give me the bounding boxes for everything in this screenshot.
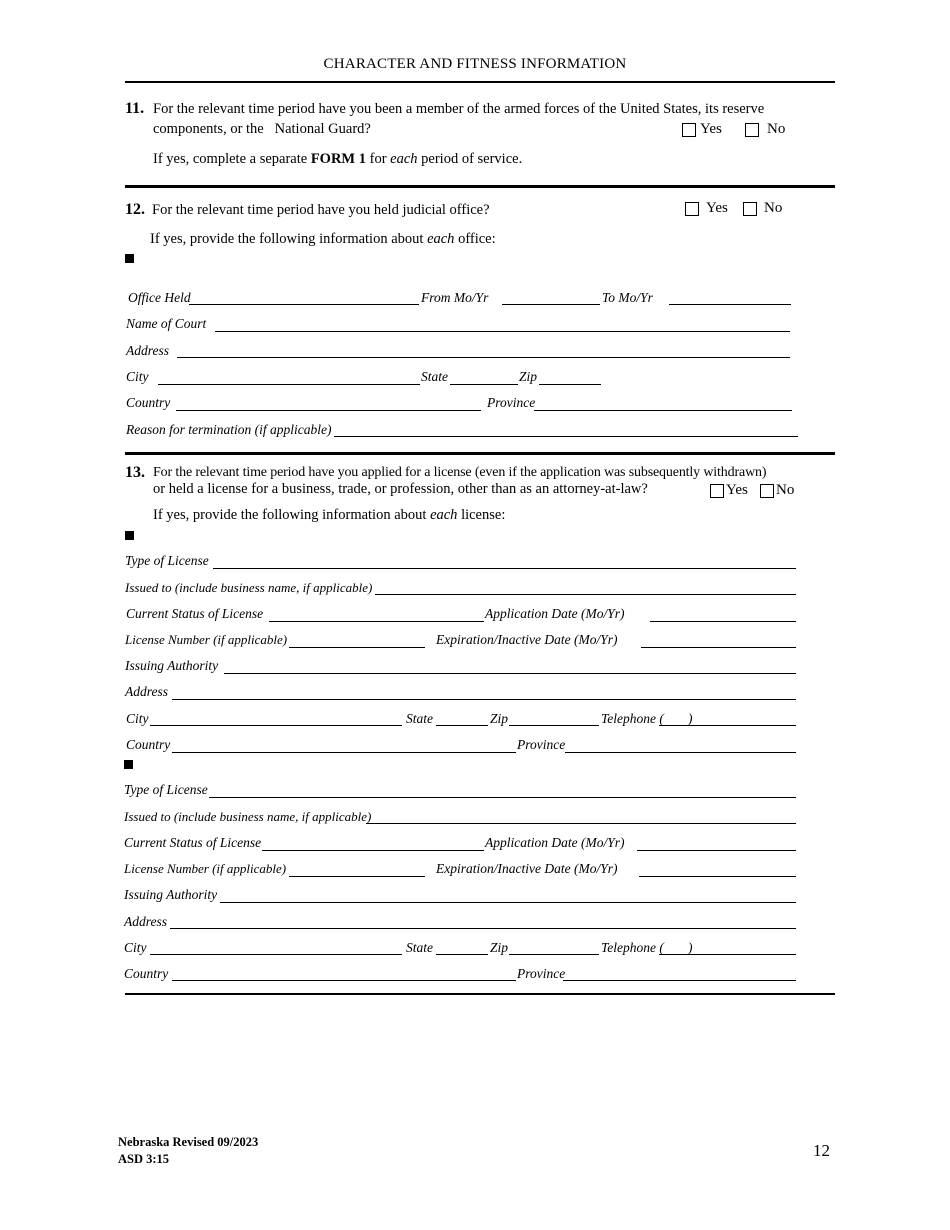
license-type-label: Type of License bbox=[125, 553, 209, 568]
q13-yes-option[interactable] bbox=[710, 482, 748, 499]
q11-yes-option[interactable] bbox=[682, 121, 722, 138]
license-telephone-field[interactable] bbox=[659, 954, 796, 955]
license-status-field[interactable] bbox=[262, 850, 484, 851]
license-zip-label: Zip bbox=[490, 711, 509, 726]
expiration-date-field[interactable] bbox=[639, 876, 796, 877]
court-name-field[interactable] bbox=[215, 331, 790, 332]
issued-to-field[interactable] bbox=[375, 594, 796, 595]
license-province-field[interactable] bbox=[565, 752, 796, 753]
q12-city-field[interactable] bbox=[158, 384, 420, 385]
license-country-field[interactable] bbox=[172, 752, 516, 753]
license-country-label: Country bbox=[126, 737, 171, 752]
divider bbox=[125, 993, 835, 995]
q12-no-option[interactable] bbox=[743, 200, 782, 217]
license-city-label: City bbox=[124, 940, 147, 955]
license-type-field[interactable] bbox=[213, 568, 796, 569]
q13-note-italic: each bbox=[430, 507, 458, 523]
license-number-field[interactable] bbox=[289, 647, 425, 648]
license-country-label: Country bbox=[124, 966, 169, 981]
q13-no-checkbox[interactable] bbox=[760, 484, 774, 498]
termination-reason-field[interactable] bbox=[334, 436, 798, 437]
q11-no-checkbox[interactable] bbox=[745, 123, 759, 137]
q12-no-label: No bbox=[764, 200, 783, 216]
q11-note-mid: for bbox=[365, 151, 391, 167]
q12-zip-field[interactable] bbox=[539, 384, 601, 385]
question-13-text-line1: For the relevant time period have you applied for a license (even if the application was subsequently withdrawn) bbox=[153, 465, 767, 480]
termination-reason-label: Reason for termination (if applicable) bbox=[126, 422, 332, 437]
office-held-field[interactable] bbox=[189, 304, 419, 305]
license-zip-field[interactable] bbox=[509, 954, 599, 955]
question-11-note bbox=[153, 151, 522, 168]
q12-zip-label: Zip bbox=[519, 369, 538, 384]
license-state-label: State bbox=[406, 940, 433, 955]
license-status-field[interactable] bbox=[269, 621, 484, 622]
q12-yes-label: Yes bbox=[706, 200, 728, 216]
page-title: CHARACTER AND FITNESS INFORMATION bbox=[323, 56, 627, 72]
q12-note-suffix: office: bbox=[454, 231, 496, 247]
issued-to-label: Issued to (include business name, if applicable) bbox=[124, 809, 372, 824]
issued-to-label: Issued to (include business name, if applicable) bbox=[125, 580, 373, 595]
q11-note-italic: each bbox=[390, 151, 418, 167]
footer-revision: Nebraska Revised 09/2023 bbox=[118, 1135, 259, 1149]
license-telephone-close: ) bbox=[688, 940, 693, 955]
court-name-label: Name of Court bbox=[126, 316, 207, 331]
application-date-label: Application Date (Mo/Yr) bbox=[485, 835, 625, 850]
footer-code: ASD 3:15 bbox=[118, 1152, 170, 1166]
application-date-label: Application Date (Mo/Yr) bbox=[485, 606, 625, 621]
license-status-label: Current Status of License bbox=[124, 835, 262, 850]
license-number-field[interactable] bbox=[289, 876, 425, 877]
from-date-field[interactable] bbox=[502, 304, 600, 305]
license-zip-label: Zip bbox=[490, 940, 509, 955]
bullet-marker bbox=[125, 531, 134, 540]
q12-note-italic: each bbox=[427, 231, 455, 247]
license-state-field[interactable] bbox=[436, 725, 488, 726]
q12-no-checkbox[interactable] bbox=[743, 202, 757, 216]
license-state-field[interactable] bbox=[436, 954, 488, 955]
expiration-date-label: Expiration/Inactive Date (Mo/Yr) bbox=[436, 861, 618, 876]
q11-note-bold: FORM 1 bbox=[310, 151, 366, 167]
question-12-note bbox=[150, 231, 496, 248]
license-telephone-close: ) bbox=[688, 711, 693, 726]
q12-state-field[interactable] bbox=[450, 384, 518, 385]
license-city-field[interactable] bbox=[150, 954, 402, 955]
divider bbox=[125, 81, 835, 83]
license-type-field[interactable] bbox=[209, 797, 796, 798]
license-telephone-label: Telephone ( bbox=[601, 711, 664, 726]
q12-yes-option[interactable] bbox=[685, 200, 728, 217]
q12-address-field[interactable] bbox=[177, 357, 790, 358]
application-date-field[interactable] bbox=[637, 850, 796, 851]
divider bbox=[125, 452, 835, 455]
question-11-text-line2: components, or the National Guard? bbox=[153, 121, 371, 137]
issuing-authority-field[interactable] bbox=[220, 902, 796, 903]
q12-country-label: Country bbox=[126, 395, 171, 410]
bullet-marker bbox=[124, 760, 133, 769]
divider bbox=[125, 185, 835, 188]
q12-state-label: State bbox=[421, 369, 448, 384]
license-province-label: Province bbox=[517, 737, 566, 752]
bullet-marker bbox=[125, 254, 134, 263]
question-13-text-line2: or held a license for a business, trade, or profession, other than as an attorney-at-law? bbox=[153, 481, 648, 497]
license-address-label: Address bbox=[124, 914, 167, 929]
page-number: 12 bbox=[813, 1141, 830, 1160]
license-city-field[interactable] bbox=[150, 725, 402, 726]
q13-yes-label: Yes bbox=[726, 482, 748, 498]
expiration-date-label: Expiration/Inactive Date (Mo/Yr) bbox=[436, 632, 618, 647]
to-date-field[interactable] bbox=[669, 304, 791, 305]
license-country-field[interactable] bbox=[172, 980, 516, 981]
license-province-label: Province bbox=[517, 966, 566, 981]
license-telephone-label: Telephone ( bbox=[601, 940, 664, 955]
q12-country-field[interactable] bbox=[176, 410, 481, 411]
license-address-label: Address bbox=[125, 684, 168, 699]
issuing-authority-field[interactable] bbox=[224, 673, 796, 674]
license-status-label: Current Status of License bbox=[126, 606, 264, 621]
to-date-label: To Mo/Yr bbox=[602, 290, 653, 305]
q12-yes-checkbox[interactable] bbox=[685, 202, 699, 216]
license-state-label: State bbox=[406, 711, 433, 726]
q12-address-label: Address bbox=[126, 343, 169, 358]
q11-yes-label: Yes bbox=[700, 121, 722, 137]
question-13-number: 13. bbox=[125, 464, 145, 481]
license-number-label: License Number (if applicable) bbox=[125, 632, 288, 647]
license-number-label: License Number (if applicable) bbox=[124, 861, 287, 876]
question-12-number: 12. bbox=[125, 201, 145, 218]
issued-to-field[interactable] bbox=[366, 823, 796, 824]
license-city-label: City bbox=[126, 711, 149, 726]
q11-yes-checkbox[interactable] bbox=[682, 123, 696, 137]
q11-no-label: No bbox=[767, 121, 786, 137]
issuing-authority-label: Issuing Authority bbox=[124, 887, 218, 902]
footer-info bbox=[118, 1134, 258, 1168]
question-11-text-line1: For the relevant time period have you been a member of the armed forces of the United States, its reserve bbox=[153, 101, 765, 117]
q11-note-suffix: period of service. bbox=[417, 151, 523, 167]
application-date-field[interactable] bbox=[650, 621, 796, 622]
q13-no-label: No bbox=[776, 482, 795, 498]
question-12-text: For the relevant time period have you held judicial office? bbox=[152, 202, 490, 218]
q12-city-label: City bbox=[126, 369, 149, 384]
q13-note-prefix: If yes, provide the following information about bbox=[153, 507, 431, 523]
license-type-label: Type of License bbox=[124, 782, 208, 797]
q13-yes-checkbox[interactable] bbox=[710, 484, 724, 498]
license-telephone-field[interactable] bbox=[659, 725, 796, 726]
q12-note-prefix: If yes, provide the following information about bbox=[150, 231, 428, 247]
issuing-authority-label: Issuing Authority bbox=[125, 658, 219, 673]
license-province-field[interactable] bbox=[563, 980, 796, 981]
q12-province-field[interactable] bbox=[534, 410, 792, 411]
expiration-date-field[interactable] bbox=[641, 647, 796, 648]
license-address-field[interactable] bbox=[170, 928, 796, 929]
from-date-label: From Mo/Yr bbox=[421, 290, 489, 305]
office-held-label: Office Held bbox=[128, 290, 191, 305]
q12-province-label: Province bbox=[487, 395, 536, 410]
q13-no-option[interactable] bbox=[760, 482, 794, 499]
q13-note-suffix: license: bbox=[457, 507, 506, 523]
q11-no-option[interactable] bbox=[745, 121, 785, 138]
question-11-number: 11. bbox=[125, 100, 145, 117]
question-13-note bbox=[153, 507, 505, 524]
license-address-field[interactable] bbox=[172, 699, 796, 700]
license-zip-field[interactable] bbox=[509, 725, 599, 726]
q11-note-prefix: If yes, complete a separate bbox=[153, 151, 311, 167]
